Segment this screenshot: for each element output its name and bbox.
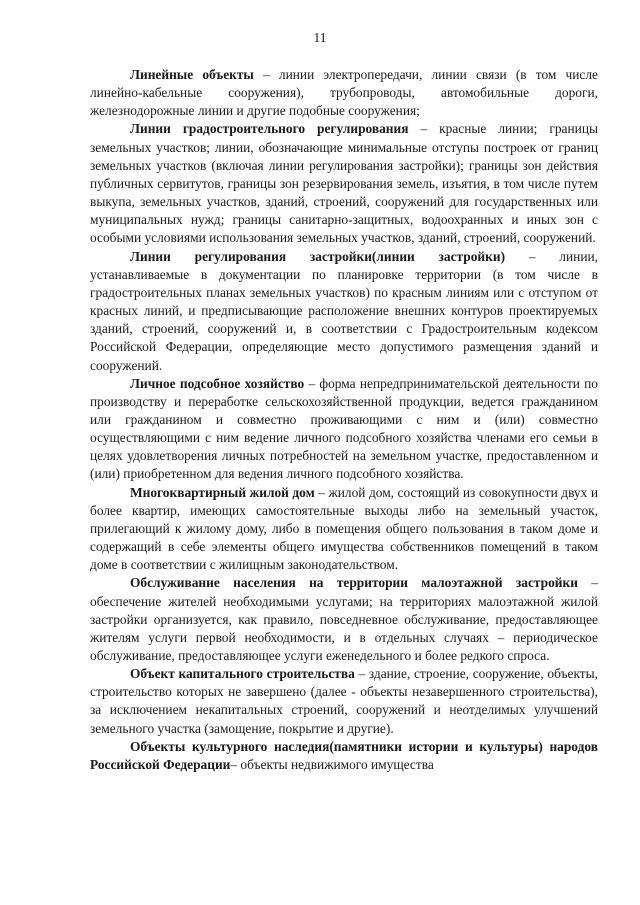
definition-paragraph — [90, 738, 598, 774]
defined-term: Линейные объекты — [130, 67, 254, 82]
definition-text: – красные линии; границы земельных участков; линии, обозначающие минимальные отступы построек от границ земельных участков (включая линии регулирования застройки); границы зон действия публичных сервитутов, границы зон резервирования земель, изъятия, в том числе путем выкупа, земельных участков, зданий, строений, сооружений для государственных или муниципальных нужд; границы санитарно-защитных, водоохранных и иных зон с особыми условиями использования земельных участков, зданий, строений, сооружений. — [90, 121, 598, 246]
definition-text: – здание, строение, сооружение, объекты, строительство которых не завершено (далее - объекты незавершенного строительства), за исключением некапитальных строений, сооружений и неотделимых улучшений земельного участка (замощение, покрытие и другие). — [90, 666, 598, 736]
defined-term: Объект капитального строительства — [130, 666, 355, 682]
definition-paragraph — [90, 248, 598, 375]
defined-term: Многоквартирный жилой дом — [130, 484, 315, 500]
defined-term: Личное подсобное хозяйство — [130, 375, 305, 391]
definition-text: – объекты недвижимого имущества — [230, 756, 434, 772]
definition-text: – жилой дом, состоящий из совокупности двух и более квартир, имеющих самостоятельные выходы либо на земельный участок, прилегающий к жилому дому, либо в помещения общего пользования в таком доме и содержащий в себе элементы общего имущества собственников помещений в таком доме в соответствии с жилищным законодательством. — [90, 484, 598, 573]
definition-paragraph — [90, 665, 598, 738]
defined-term: Объекты культурного наследия(памятники истории и культуры) народов Российской Федерации — [90, 738, 598, 772]
defined-term: Обслуживание населения на территории малоэтажной застройки — [130, 575, 578, 591]
definition-text: – линии электропередачи, линии связи (в том числе линейно-кабельные сооружения), трубопроводы, автомобильные дороги, железнодорожные линии и другие подобные сооружения; — [90, 67, 598, 119]
page-number: 11 — [313, 30, 327, 45]
definition-text: – обеспечение жителей необходимыми услугами; на территориях малоэтажной жилой застройки организуется, как правило, повседневное обслуживание, предоставляющее жителям услуги первой необходимости, и в отдельных случаях – периодическое обслуживание, предоставляющее услуги еженедельного и более редкого спроса. — [90, 575, 598, 663]
defined-term: Линии регулирования застройки(линии застройки) — [130, 248, 506, 264]
definition-paragraph — [90, 375, 598, 484]
document-body — [90, 66, 598, 774]
definition-text: – форма непредпринимательской деятельности по производству и переработке сельскохозяйственной продукции, ведется гражданином или гражданином и совместно проживающими с ним и (или) совместно осуществляющими с ним ведение личного подсобного хозяйства членами его семьи в целях удовлетворения личных потребностей на земельном участке, предоставленном и (или) приобретенном для ведения личного подсобного хозяйства. — [90, 375, 598, 482]
definition-paragraph — [90, 574, 598, 665]
definition-paragraph — [90, 484, 598, 575]
defined-term: Линии градостроительного регулирования — [130, 121, 409, 137]
definition-text: – линии, устанавливаемые в документации по планировке территории (в том числе в градостроительных планах земельных участков) по красным линиям или с отступом от красных линий, и предписывающие расположение внешних контуров проектируемых зданий, строений, сооружений и, в соответствии с Градостроительным кодексом Российской Федерации, определяющие место допустимого размещения зданий и сооружений. — [90, 248, 598, 373]
definition-paragraph — [90, 66, 598, 120]
definition-paragraph — [90, 120, 598, 247]
